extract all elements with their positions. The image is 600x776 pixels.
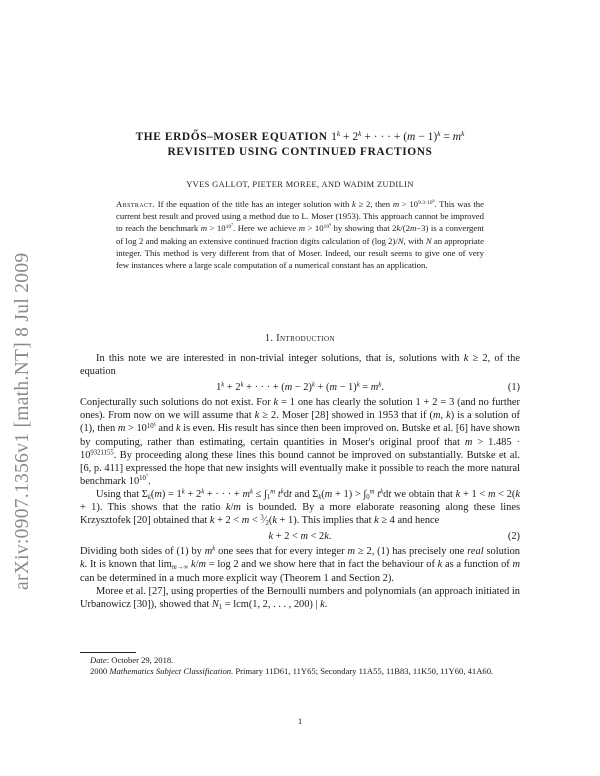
page-number: 1 [297, 716, 303, 726]
abstract-label: Abstract. [116, 199, 156, 209]
section-title: Introduction [276, 333, 335, 344]
equation-2 [80, 530, 520, 543]
footnote-date [80, 655, 520, 666]
paragraph-3: Using that $\Sigma_k(m) = 1^k + 2^k$ + · · · + $m^k \le \int_1^m$ $t^kdt$ and $\Sigma_k(m + 1) > \int_0^m$ $t^kdt$ we obtain that k + 1 < m < 2(k + 1). This shows that the ratio k/m is bounded. By a more elaborate reasoning along these lines Krzysztofek [20] obtained that $k + 2 < m < ^3⁄_2(k + 1)$. This implies that k ≥ 4 and hence [80, 488, 520, 528]
msc-label: Mathematics Subject Classification. [109, 666, 234, 677]
authors: YVES GALLOT, PIETER MOREE, AND WADIM ZUDILIN [186, 180, 414, 189]
paper-title [80, 130, 520, 160]
title-line-1 [80, 130, 520, 145]
section-number: 1. [265, 333, 274, 344]
paragraph-1: In this note we are interested in non-trivial integer solutions, that is, solutions with k ≥ 2, of the equation [80, 353, 520, 378]
paragraph-4: Dividing both sides of (1) by $m^k$ one sees that for every integer m ≥ 2, (1) has precisely one real solution k. It is known that $\lim_{m\to\infty} k/m = \log 2$ and we show here that in fact the behaviour of k as a function of m can be determined in a much more explicit way (Theorem 1 and Section 2). [80, 545, 520, 584]
footnotes [80, 655, 520, 678]
msc-year: 2000 [90, 666, 110, 677]
title-equation: $1^k + 2^k$ + · · · + $(m - 1)^k = m^k$ [331, 128, 465, 143]
equation-1 [80, 381, 520, 394]
equation-1-body: $1^k + 2^k$ + · · · + $(m - 2)^k + (m - 1)^k = m^k$. [216, 381, 384, 394]
section-heading [80, 333, 520, 344]
paragraph-5: Moree et al. [27], using properties of the Bernoulli numbers and polynomials (an approach initiated in Urbanowicz [30]), showed that $N_1 = lcm(1$, 2, . . . , 200) | k. [80, 585, 520, 611]
paragraph-2: Conjecturally such solutions do not exist. For k = 1 one has clearly the solution 1 + 2 = 3 (and no further ones). From now on we will assume that k ≥ 2. Moser [28] showed in 1953 that if (m, k) is a solution of (1), then $m > 10^{10^6}$ and k is even. His result has since then been improved on. Butske et al. [6] have shown by computing, rather than estimating, certain quantities in Moser's original proof that $m > 1.485 \cdot 10^{9321155}$. By proceeding along these lines this bound cannot be improved on substantially. Butske et al. [6, p. 411] expressed the hope that new insights will eventually make it possible to reach the more natural benchmark $10^{10^7}$. [80, 397, 520, 487]
date-label: Date [90, 655, 107, 665]
equation-1-number: (1) [507, 382, 520, 394]
msc-value: Primary 11D61, 11Y65; Secondary 11A55, 11B83, 11K50, 11Y60, 41A60. [233, 666, 494, 677]
footnote-msc [80, 666, 520, 677]
equation-2-number: (2) [507, 531, 520, 543]
equation-2-body: k + 2 < m < 2k. [268, 531, 332, 543]
abstract-text: If the equation of the title has an integer solution with k ≥ 2, then $m > 10^{9.3\cdot 10^6}$. This was the current best result and proved using a method due to L. Moser (1953). This approach cannot be improved to reach the benchmark $m > 10^{10^7}$. Here we achieve $m > 10^{10^9}$ by showing that 2k/(2m−3) is a convergent of log 2 and making an extensive continued fraction digits calculation of (log 2)/N, with N an appropriate integer. This method is very different from that of Moser. Indeed, our result seems to give one of very few instances where a large scale computation of a numerical constant has an application. [116, 198, 484, 271]
abstract [116, 198, 484, 271]
body-text [80, 352, 520, 611]
footnote-rule [80, 652, 136, 653]
title-text: THE ERDŐS–MOSER EQUATION [135, 131, 332, 143]
title-line-2: REVISITED USING CONTINUED FRACTIONS [167, 146, 433, 158]
date-value: : October 29, 2018. [106, 655, 174, 665]
arxiv-stamp: arXiv:0907.1356v1 [math.NT] 8 Jul 2009 [12, 252, 33, 590]
